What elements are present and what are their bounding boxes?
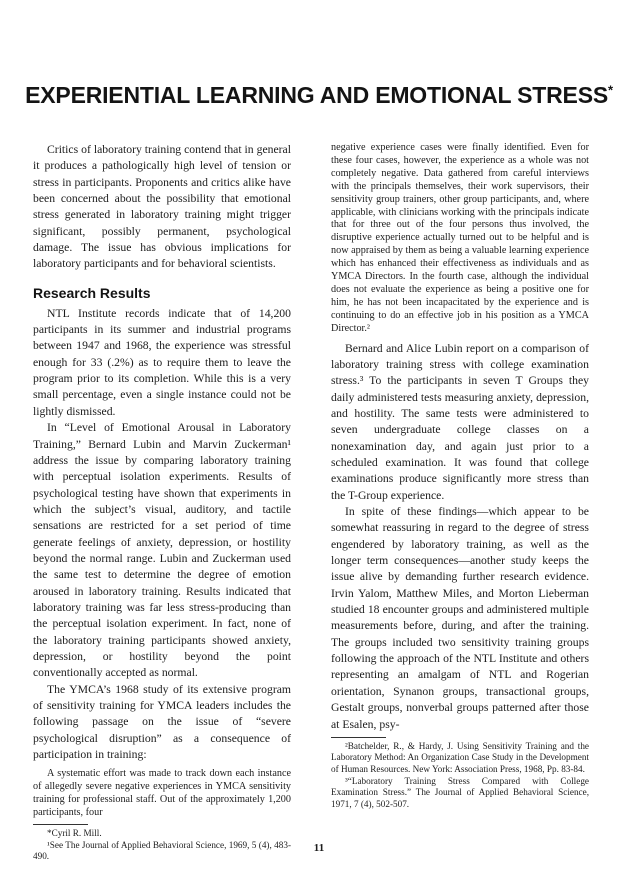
ymca-paragraph: The YMCA’s 1968 study of its extensive program of sensitivity training for YMCA leaders includes the following passage on the issue of “severe psychological disruption” as a consequence of participation in training: — [33, 682, 291, 762]
title-footnote-mark: * — [607, 82, 613, 98]
lubin-zuckerman-paragraph: In “Level of Emotional Arousal in Laboratory Training,” Bernard Lubin and Marvin Zuckerman¹ address the issue by comparing laboratory training with perceptual isolation experiments. Results of psychological testing have shown that experiments in which the subject’s visual, auditory, and tactile sensations are restricted for a set period of time generate feelings of anxiety, depression, or hostility beyond the normal range. Lubin and Zuckerman used the same test to determine the degree of emotion aroused in laboratory training. Results indicated that laboratory training was far less stress-producing than the perceptual isolation experiment. In fact, none of the laboratory training participants showed anxiety, depression, or hostility beyond the point conventionally accepted as normal. — [33, 421, 291, 680]
right-column — [331, 142, 589, 810]
article-title — [0, 82, 638, 109]
title-text: EXPERIENTIAL LEARNING AND EMOTIONAL STRESS — [25, 82, 608, 108]
footnote-3: ³“Laboratory Training Stress Compared with College Examination Stress.” The Journal of Applied Behavioral Science, 1971, 7 (4), 502-507. — [331, 775, 589, 809]
intro-paragraph: Critics of laboratory training contend that in general it produces a pathologically high level of tension or stress in participants. Proponents and critics alike have been concerned about the possibility that emotional stress generated in laboratory training might trigger significant, possibly permanent, psychological damage. The issue has obvious implications for laboratory participants and for behavioral scientists. — [33, 143, 291, 271]
ntl-paragraph: NTL Institute records indicate that of 14,200 participants in its summer and industrial programs between 1947 and 1968, the experience was stressful enough for 33 (.2%) as to require them to leave the program prior to its completion. While this is a very small percentage, even a single instance could not be lightly dismissed. — [33, 306, 291, 418]
page-number: 11 — [313, 842, 325, 854]
footnote-divider-right — [331, 737, 386, 738]
ymca-quote-continued: negative experience cases were finally identified. Even for these four cases, however, the experience as a whole was not completely negative. Data gathered from careful interviews with the principals themselves, their work supervisors, their sensitivity group trainers, other group participants, and, where applicable, with clinicians working with the principals indicate that for three out of the four persons thus involved, the disruptive experience actually turned out to be helpful and is now appraised by them as being a valuable learning experience which has enhanced their effectiveness as individuals and as YMCA Directors. In the fourth case, although the individual does not evaluate the experience as being a positive one for him, he has not been incapacitated by the experience and is continuing to do an effective job in his position as a YMCA Director.² — [331, 142, 589, 334]
footnote-2: ²Batchelder, R., & Hardy, J. Using Sensitivity Training and the Laboratory Method: An Organization Case Study in the Development of Human Resources. New York: Association Press, 1968, Pp. 83-84. — [331, 740, 589, 775]
footnote-1: ¹See The Journal of Applied Behavioral Science, 1969, 5 (4), 483-490. — [33, 839, 291, 862]
section-heading: Research Results — [33, 284, 151, 301]
exam-stress-paragraph: Bernard and Alice Lubin report on a comparison of laboratory training stress with college examination stress.³ To the participants in seven T Groups they daily administered tests measuring anxiety, depression, and hostility. The same tests were administered to seven undergraduate college classes on a nonexamination day, and again just prior to a scheduled examination. It was found that college examinations produce significantly more stress than the T-Group experience. — [331, 341, 589, 502]
ymca-quote-start: A systematic effort was made to track down each instance of allegedly severe negative experiences in YMCA sensitivity training for professional staff. Out of the approximately 1,200 participants, four — [33, 768, 291, 819]
author-footnote: *Cyril R. Mill. — [47, 828, 102, 838]
left-column — [33, 142, 291, 863]
footnote-divider — [33, 824, 88, 825]
encounter-groups-paragraph: In spite of these findings—which appear to be somewhat reassuring in regard to the degree of stress engendered by laboratory training, as well as the longer term consequences—another study keeps the issue alive by demanding further research evidence. Irvin Yalom, Matthew Miles, and Morton Lieberman studied 18 encounter groups and administered multiple measurements before, during, and after the training. The groups included two sensitivity training groups following the approach of the NTL Institute and others representing an amalgam of NTL and Rogerian orientation, Synanon groups, transactional groups, Gestalt groups, nonverbal groups patterned after those at Esalen, psy- — [331, 505, 589, 731]
